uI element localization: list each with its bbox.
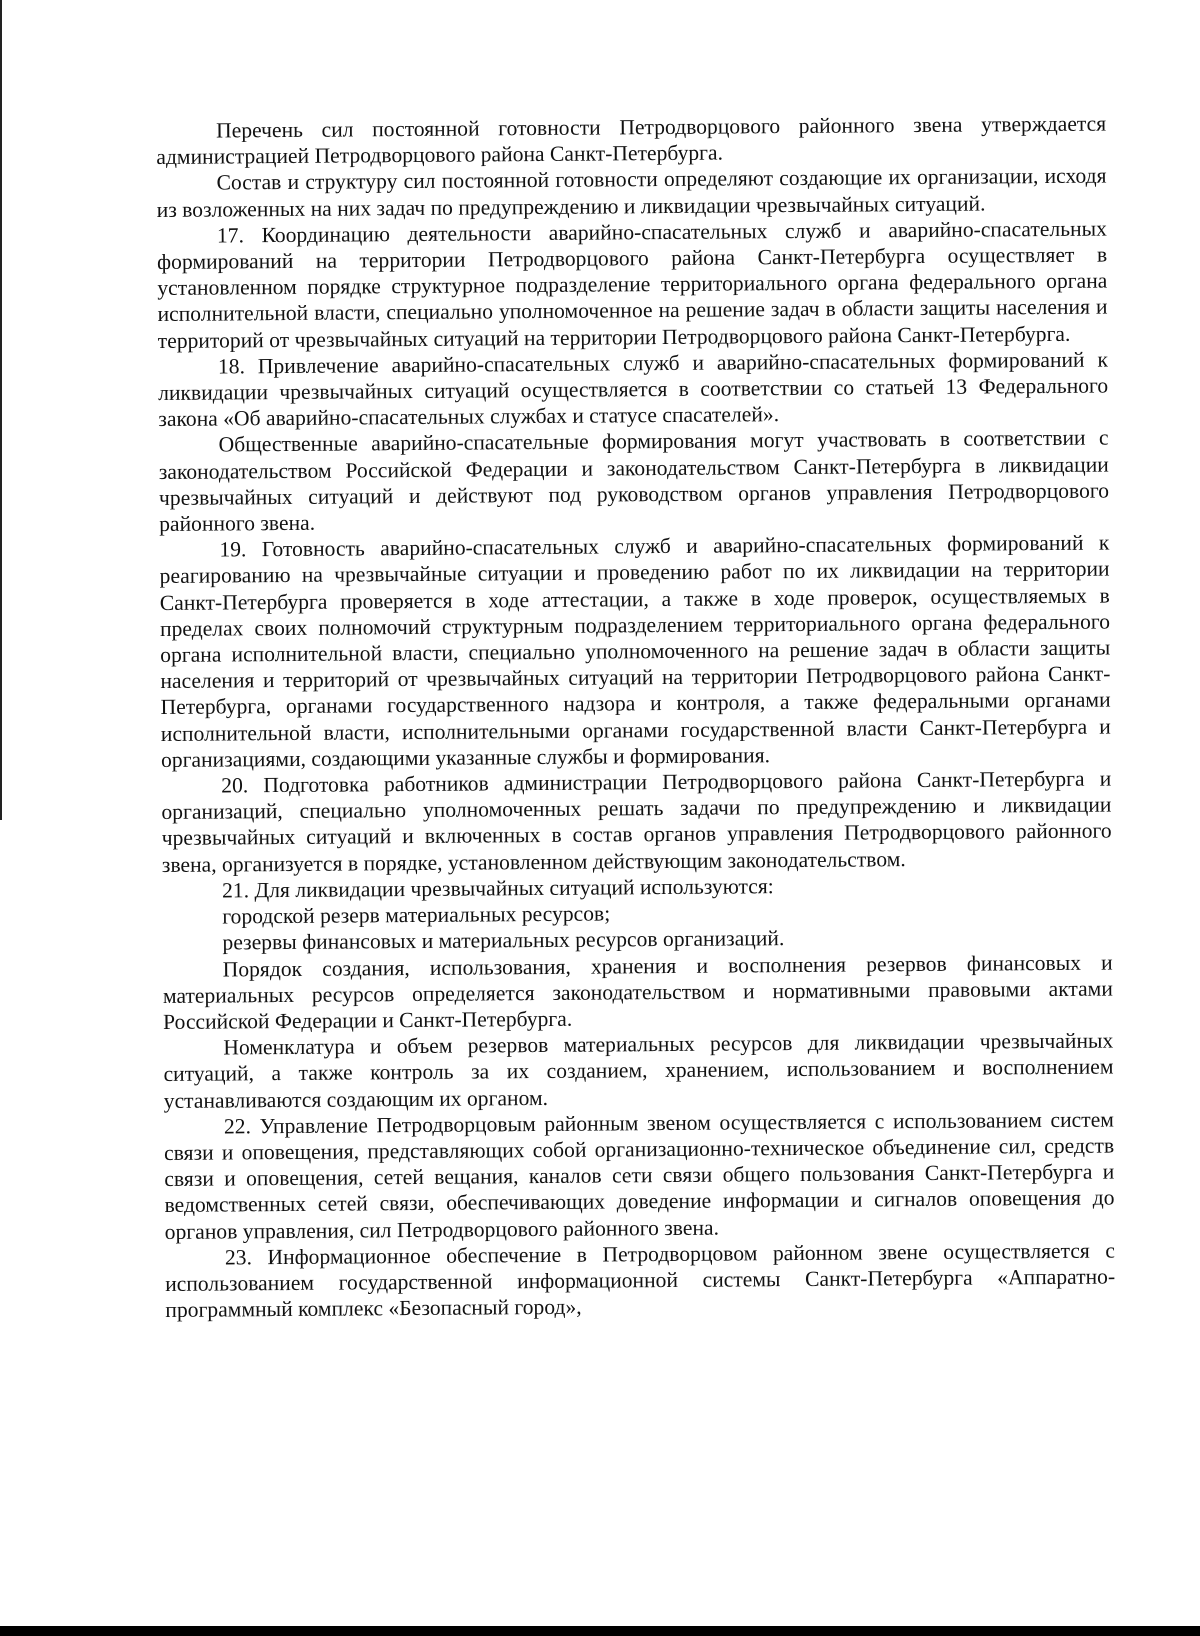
paragraph-21-item-org-reserves: резервы финансовых и материальных ресурсов организаций. xyxy=(222,926,785,955)
paragraph-reserves-procedure: Порядок создания, использования, хранения и восполнения резервов финансовых и материальных ресурсов определяется законодательством и нормативными правовыми актами Российской Федерации и Санкт-Петербурга. xyxy=(162,950,1113,1034)
paragraph-17: 17. Координацию деятельности аварийно-спасательных служб и аварийно-спасательных формирований на территории Петродворцового района Санкт-Петербурга осуществляет в установленном порядке структурное подразделение территориального органа федерального органа исполнительной власти, специально уполномоченное на решение задач в области защиты населения и территорий от чрезвычайных ситуаций на территории Петродворцового района Санкт-Петербурга. xyxy=(157,216,1108,353)
paragraph-forces-list: Перечень сил постоянной готовности Петродворцового районного звена утверждается администрацией Петродворцового района Санкт-Петербурга. xyxy=(156,111,1107,170)
paragraph-23: 23. Информационное обеспечение в Петродворцовом районном звене осуществляется с использованием государственной информационной системы Санкт-Петербурга «Аппаратно-программный комплекс «Безопасный город», xyxy=(165,1238,1116,1323)
scan-edge-left xyxy=(0,0,2,820)
paragraph-20: 20. Подготовка работников администрации Петродворцового района Санкт-Петербурга и организаций, специально уполномоченных решать задачи по предупреждению и ликвидации чрезвычайных ситуаций и включенных в состав органов управления Петродворцового районного звена, организуется в порядке, установленном действующим законодательством. xyxy=(161,766,1112,877)
scan-edge-bottom xyxy=(0,1626,1200,1636)
document-text xyxy=(156,111,1115,1324)
paragraph-21: 21. Для ликвидации чрезвычайных ситуаций используются: xyxy=(221,874,774,903)
paragraph-public-formations: Общественные аварийно-спасательные формирования могут участвовать в соответствии с законодательством Российской Федерации и законодательством Санкт-Петербурга в ликвидации чрезвычайных ситуаций и действуют под руководством органов управления Петродворцового районного звена. xyxy=(158,425,1110,537)
paragraph-21-item-city-reserve: городской резерв материальных ресурсов; xyxy=(222,901,611,929)
paragraph-22: 22. Управление Петродворцовым районным звеном осуществляется с использованием систем связи и оповещения, представляющих собой организационно-техническое объединение сил, средств связи и оповещения, сетей вещания, каналов сети связи общего пользования Санкт-Петербурга и ведомственных сетей связи, обеспечивающих доведение информации и сигналов оповещения до органов управления, сил Петродворцового районного звена. xyxy=(164,1107,1115,1244)
paragraph-forces-structure: Состав и структуру сил постоянной готовности определяют создающие их организации, исходя из возложенных на них задач по предупреждению и ликвидации чрезвычайных ситуаций. xyxy=(156,163,1107,222)
paragraph-18: 18. Привлечение аварийно-спасательных служб и аварийно-спасательных формирований к ликвидации чрезвычайных ситуаций осуществляется в соответствии со статьей 13 Федерального закона «Об аварийно-спасательных службах и статусе спасателей». xyxy=(158,347,1109,432)
paragraph-reserves-nomenclature: Номенклатура и объем резервов материальных ресурсов для ликвидации чрезвычайных ситуаций, а также контроль за их созданием, хранением, использованием и восполнением устанавливаются создающим их органом. xyxy=(163,1028,1114,1113)
paragraph-19: 19. Готовность аварийно-спасательных служб и аварийно-спасательных формирований к реагированию на чрезвычайные ситуации и проведению работ по их ликвидации на территории Санкт-Петербурга проверяется в ходе аттестации, а также в ходе проверок, осуществляемых в пределах своих полномочий структурным подразделением территориального органа федерального органа исполнительной власти, специально уполномоченного на решение задач в области защиты населения и территорий от чрезвычайных ситуаций на территории Петродворцового района Санкт-Петербурга, органами государственного надзора и контроля, а также федеральными органами исполнительной власти, исполнительными органами государственной власти Санкт-Петербурга и организациями, создающими указанные службы и формирования. xyxy=(159,530,1111,772)
